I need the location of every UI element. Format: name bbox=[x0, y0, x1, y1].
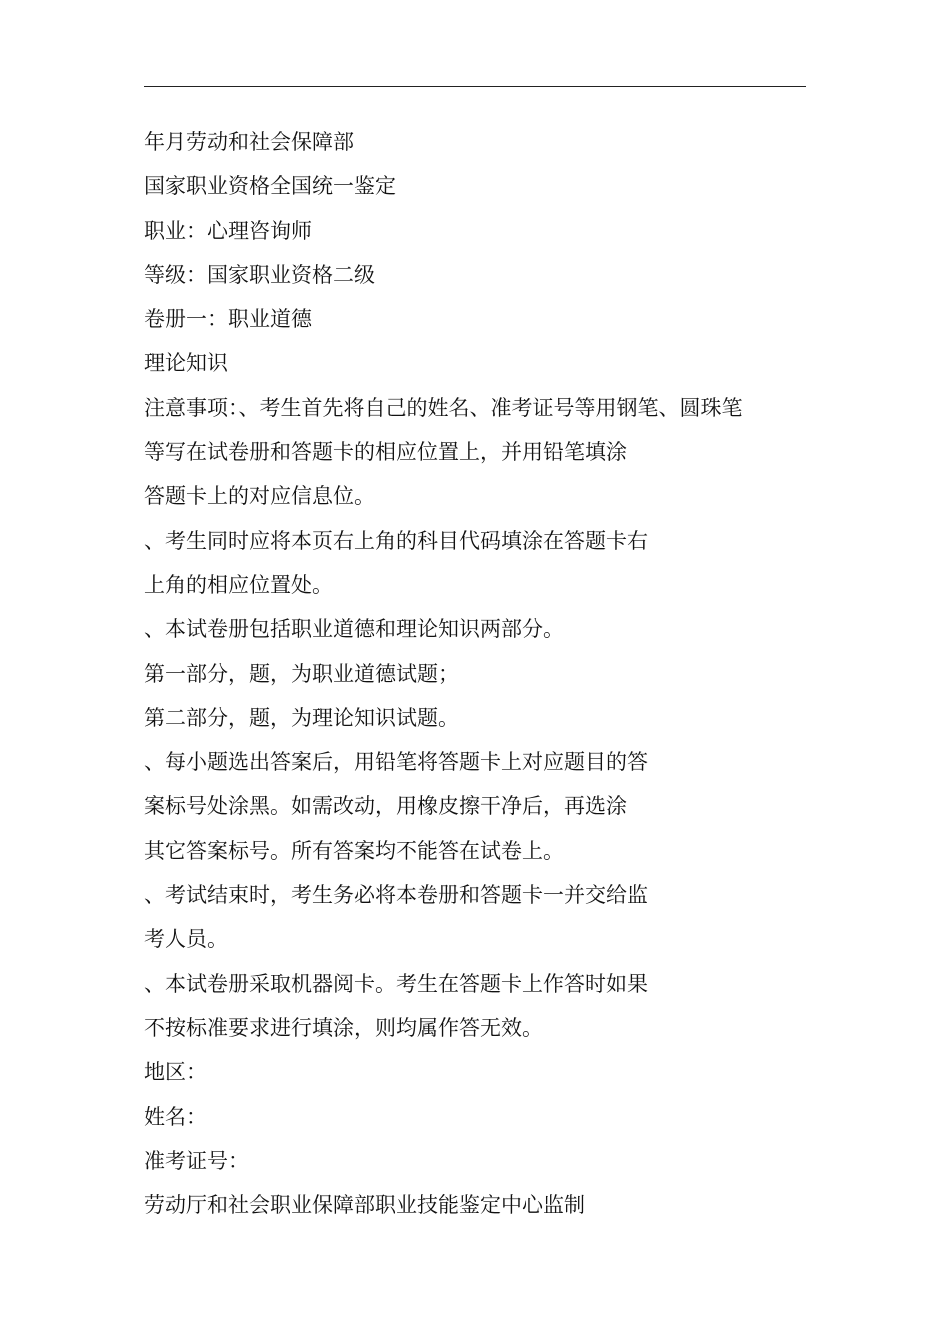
date-issuer-line: 年月劳动和社会保障部 bbox=[144, 130, 354, 154]
notice-line-7: 、每小题选出答案后，用铅笔将答题卡上对应题目的答 bbox=[144, 750, 648, 775]
notice-line-2: 等写在试卷册和答题卡的相应位置上，并用铅笔填涂 bbox=[144, 440, 627, 465]
notice-line-9: 其它答案标号。所有答案均不能答在试卷上。 bbox=[144, 838, 564, 863]
region-field-label: 地区： bbox=[144, 1060, 207, 1085]
notice-line-6: 、本试卷册包括职业道德和理论知识两部分。 bbox=[144, 617, 564, 642]
notice-line-11: 考人员。 bbox=[144, 927, 228, 952]
exam-title-line: 国家职业资格全国统一鉴定 bbox=[144, 174, 396, 199]
notice-line-3: 答题卡上的对应信息位。 bbox=[144, 484, 375, 509]
document-body bbox=[144, 120, 824, 1227]
level-line: 等级：国家职业资格二级 bbox=[144, 262, 375, 287]
notice-line-10: 、考试结束时，考生务必将本卷册和答题卡一并交给监 bbox=[144, 883, 648, 908]
notice-line-13: 不按标准要求进行填涂，则均属作答无效。 bbox=[144, 1015, 543, 1040]
part-two-line: 第二部分，题，为理论知识试题。 bbox=[144, 705, 459, 730]
admission-number-field-label: 准考证号： bbox=[144, 1148, 249, 1173]
section-title-line: 理论知识 bbox=[144, 351, 228, 376]
volume-line: 卷册一：职业道德 bbox=[144, 307, 312, 332]
notice-line-5: 上角的相应位置处。 bbox=[144, 572, 333, 597]
part-one-line: 第一部分，题，为职业道德试题； bbox=[144, 661, 459, 686]
name-field-label: 姓名： bbox=[144, 1104, 207, 1129]
supervisor-credit-line: 劳动厅和社会职业保障部职业技能鉴定中心监制 bbox=[144, 1193, 585, 1218]
occupation-line: 职业：心理咨询师 bbox=[144, 218, 312, 243]
header-rule bbox=[144, 86, 806, 87]
notice-line-8: 案标号处涂黑。如需改动，用橡皮擦干净后，再选涂 bbox=[144, 794, 627, 819]
notice-line-12: 、本试卷册采取机器阅卡。考生在答题卡上作答时如果 bbox=[144, 971, 648, 996]
notice-line-4: 、考生同时应将本页右上角的科目代码填涂在答题卡右 bbox=[144, 528, 648, 553]
notice-line-1: 注意事项：、考生首先将自己的姓名、准考证号等用钢笔、圆珠笔 bbox=[144, 395, 743, 420]
